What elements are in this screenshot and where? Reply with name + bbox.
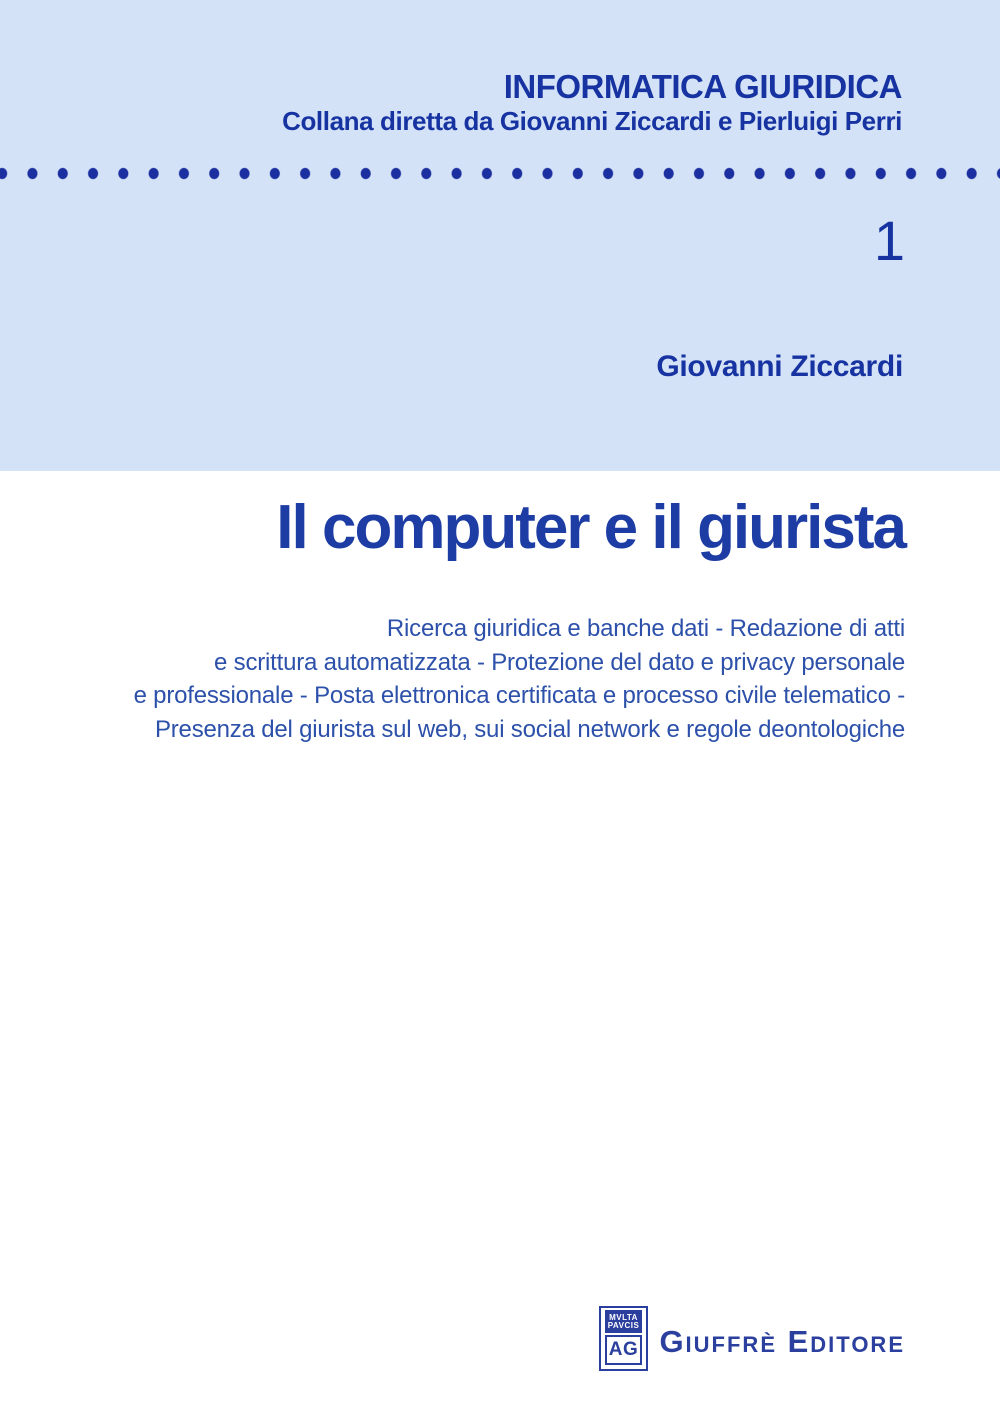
volume-number: 1 <box>873 209 905 272</box>
book-subtitle <box>30 612 905 746</box>
book-title: Il computer e il giurista <box>276 493 905 562</box>
publisher-logo <box>599 1306 648 1371</box>
publisher-logo-initials: AG <box>605 1335 642 1365</box>
logo-motto-line-1: MVLTA <box>609 1312 638 1322</box>
subtitle-line-3: e professionale - Posta elettronica certificata e processo civile telematico - <box>133 682 905 709</box>
subtitle-line-1: Ricerca giuridica e banche dati - Redazione di atti <box>386 615 905 642</box>
subtitle-line-2: e scrittura automatizzata - Protezione del dato e privacy personale <box>214 648 905 676</box>
dotted-divider <box>0 167 1000 180</box>
publisher-name: Giuffrè Editore <box>659 1324 905 1359</box>
publisher-logo-motto <box>605 1310 642 1333</box>
series-subtitle: Collana diretta da Giovanni Ziccardi e Pierluigi Perri <box>282 106 902 136</box>
author-name: Giovanni Ziccardi <box>656 350 903 383</box>
series-panel <box>0 0 1000 471</box>
series-title: INFORMATICA GIURIDICA <box>503 68 902 105</box>
subtitle-line-4: Presenza del giurista sul web, sui social network e regole deontologiche <box>154 715 905 743</box>
logo-motto-line-2: PAVCIS <box>607 1320 640 1330</box>
